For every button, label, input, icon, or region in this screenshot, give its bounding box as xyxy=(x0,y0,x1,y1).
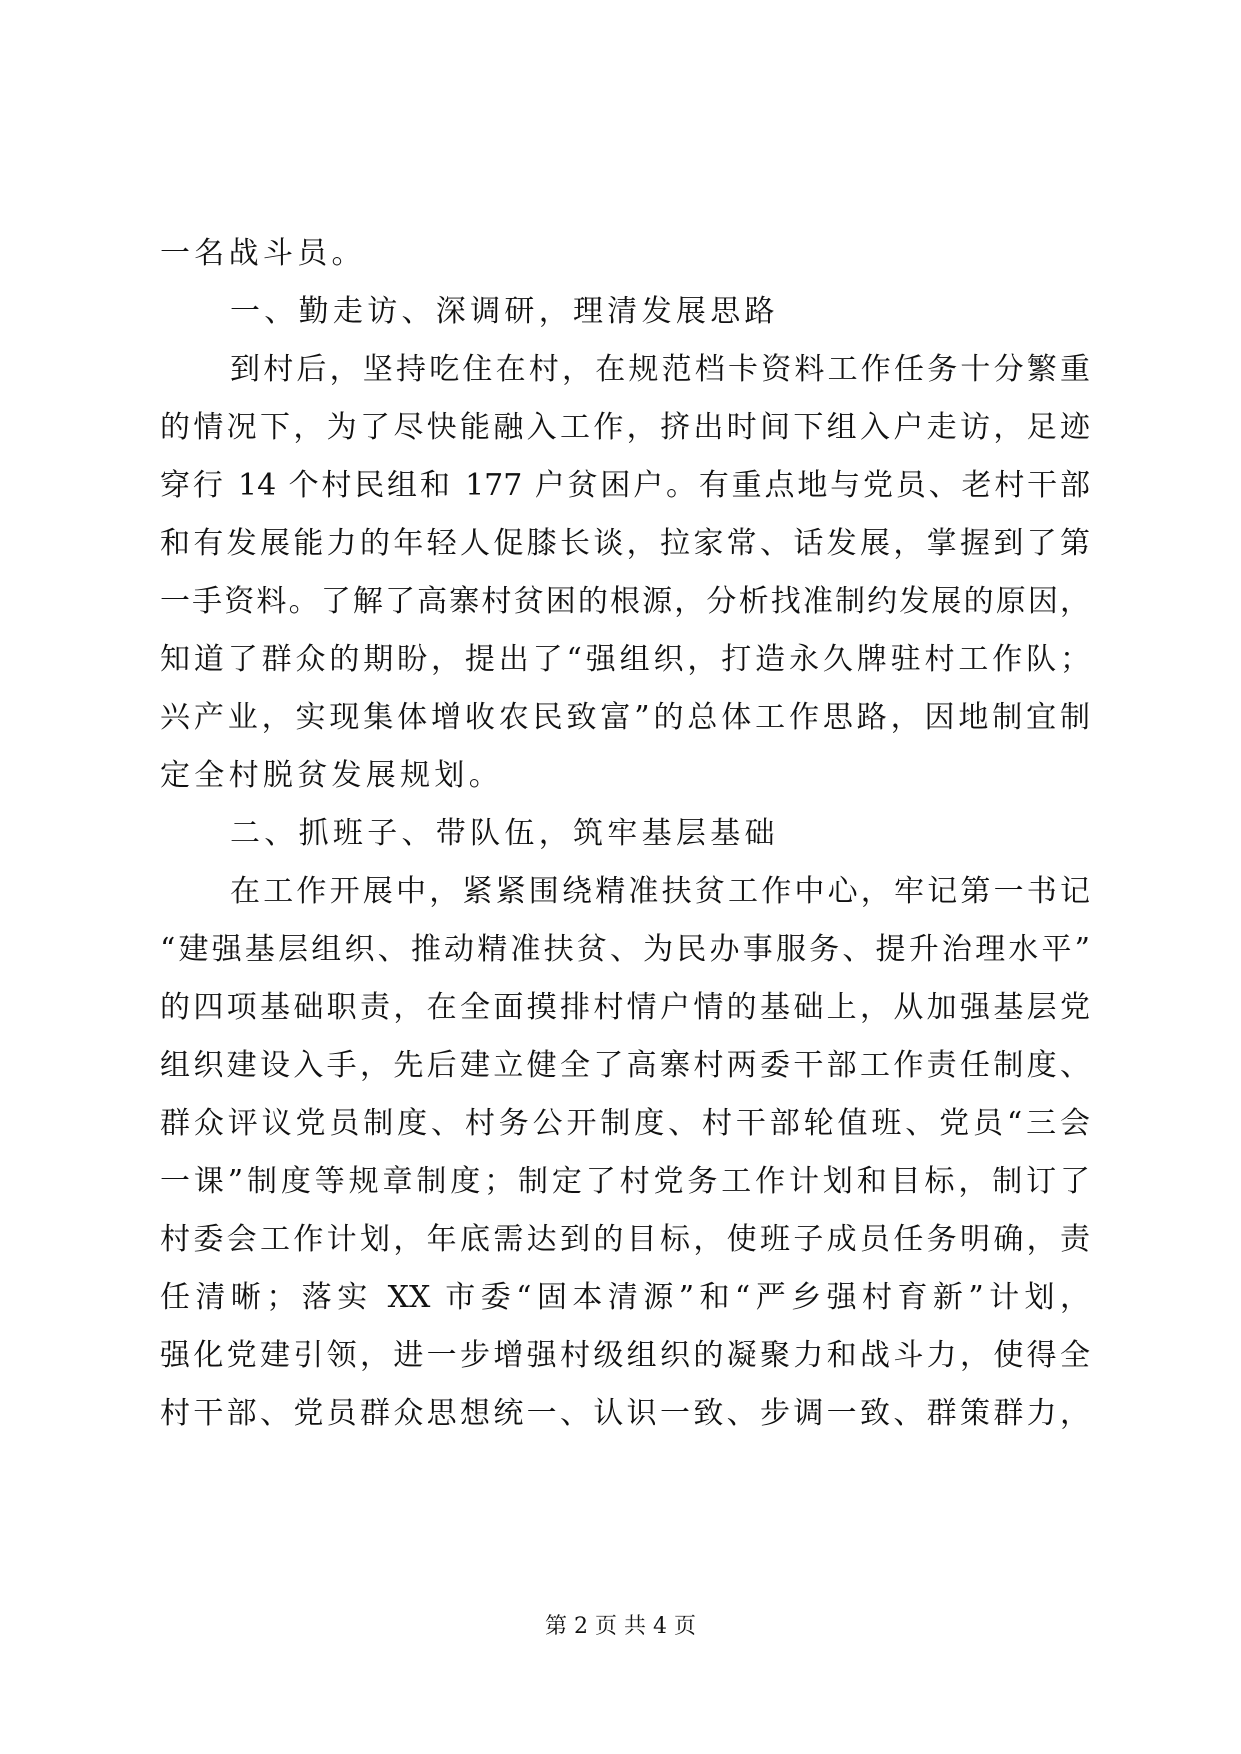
text-line: “建强基层组织、推动精准扶贫、为民办事服务、提升治理水平” xyxy=(160,932,1090,967)
text-line: 村委会工作计划，年底需达到的目标，使班子成员任务明确，责 xyxy=(160,1222,1090,1257)
text-line: 任清晰；落实 XX 市委“固本清源”和“严乡强村育新”计划， xyxy=(160,1280,1090,1315)
text-line: 一名战斗员。 xyxy=(160,236,366,271)
text-line: 的情况下，为了尽快能融入工作，挤出时间下组入户走访，足迹 xyxy=(160,410,1090,445)
text-line: 知道了群众的期盼，提出了“强组织，打造永久牌驻村工作队； xyxy=(160,642,1090,677)
page-number-footer: 第 2 页 共 4 页 xyxy=(545,1614,696,1639)
text-line: 一手资料。了解了高寨村贫困的根源，分析找准制约发展的原因， xyxy=(160,584,1090,619)
section-heading: 一、勤走访、深调研，理清发展思路 xyxy=(230,294,779,329)
text-line: 兴产业，实现集体增收农民致富”的总体工作思路，因地制宜制 xyxy=(160,700,1090,735)
text-line: 在工作开展中，紧紧围绕精准扶贫工作中心，牢记第一书记 xyxy=(230,874,1090,909)
text-line: 定全村脱贫发展规划。 xyxy=(160,758,503,793)
text-line: 强化党建引领，进一步增强村级组织的凝聚力和战斗力，使得全 xyxy=(160,1338,1090,1373)
text-line: 一课”制度等规章制度；制定了村党务工作计划和目标，制订了 xyxy=(160,1164,1090,1199)
text-line: 组织建设入手，先后建立健全了高寨村两委干部工作责任制度、 xyxy=(160,1048,1090,1083)
text-line: 村干部、党员群众思想统一、认识一致、步调一致、群策群力， xyxy=(160,1396,1090,1431)
section-heading: 二、抓班子、带队伍，筑牢基层基础 xyxy=(230,816,779,851)
text-line: 群众评议党员制度、村务公开制度、村干部轮值班、党员“三会 xyxy=(160,1106,1090,1141)
text-line: 到村后，坚持吃住在村，在规范档卡资料工作任务十分繁重 xyxy=(230,352,1090,387)
text-line: 的四项基础职责，在全面摸排村情户情的基础上，从加强基层党 xyxy=(160,990,1090,1025)
text-line: 穿行 14 个村民组和 177 户贫困户。有重点地与党员、老村干部 xyxy=(160,468,1090,503)
text-line: 和有发展能力的年轻人促膝长谈，拉家常、话发展，掌握到了第 xyxy=(160,526,1090,561)
